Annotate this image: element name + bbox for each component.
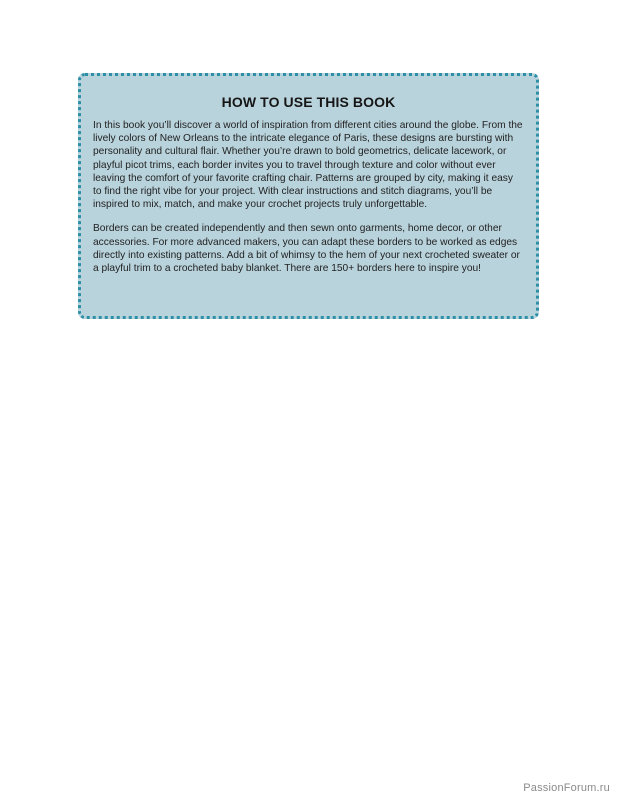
watermark-text: PassionForum.ru [523, 782, 610, 794]
borders-paragraph: Borders can be created independently and then sewn onto garments, home decor, or other accessories. For more advanced makers, you can adapt these borders to be worked as edges directly into existing patterns. Add a bit of whimsy to the hem of your next crocheted sweater or a playful trim to a crocheted baby blanket. There are 150+ borders here to inspire you! [93, 223, 520, 275]
intro-paragraph: In this book you’ll discover a world of inspiration from different cities around the globe. From the lively colors of New Orleans to the intricate elegance of Paris, these designs are bursting with personality and cultural flair. Whether you’re drawn to bold geometrics, delicate lacework, or playful picot trims, each border invites you to travel through texture and color without ever leaving the comfort of your favorite crafting chair. Patterns are grouped by city, making it easy to find the right vibe for your project. With clear instructions and stitch diagrams, you’ll be inspired to mix, match, and make your crochet projects truly unforgettable. [93, 120, 523, 211]
box-title: HOW TO USE THIS BOOK [221, 94, 396, 110]
how-to-use-box [78, 73, 539, 319]
